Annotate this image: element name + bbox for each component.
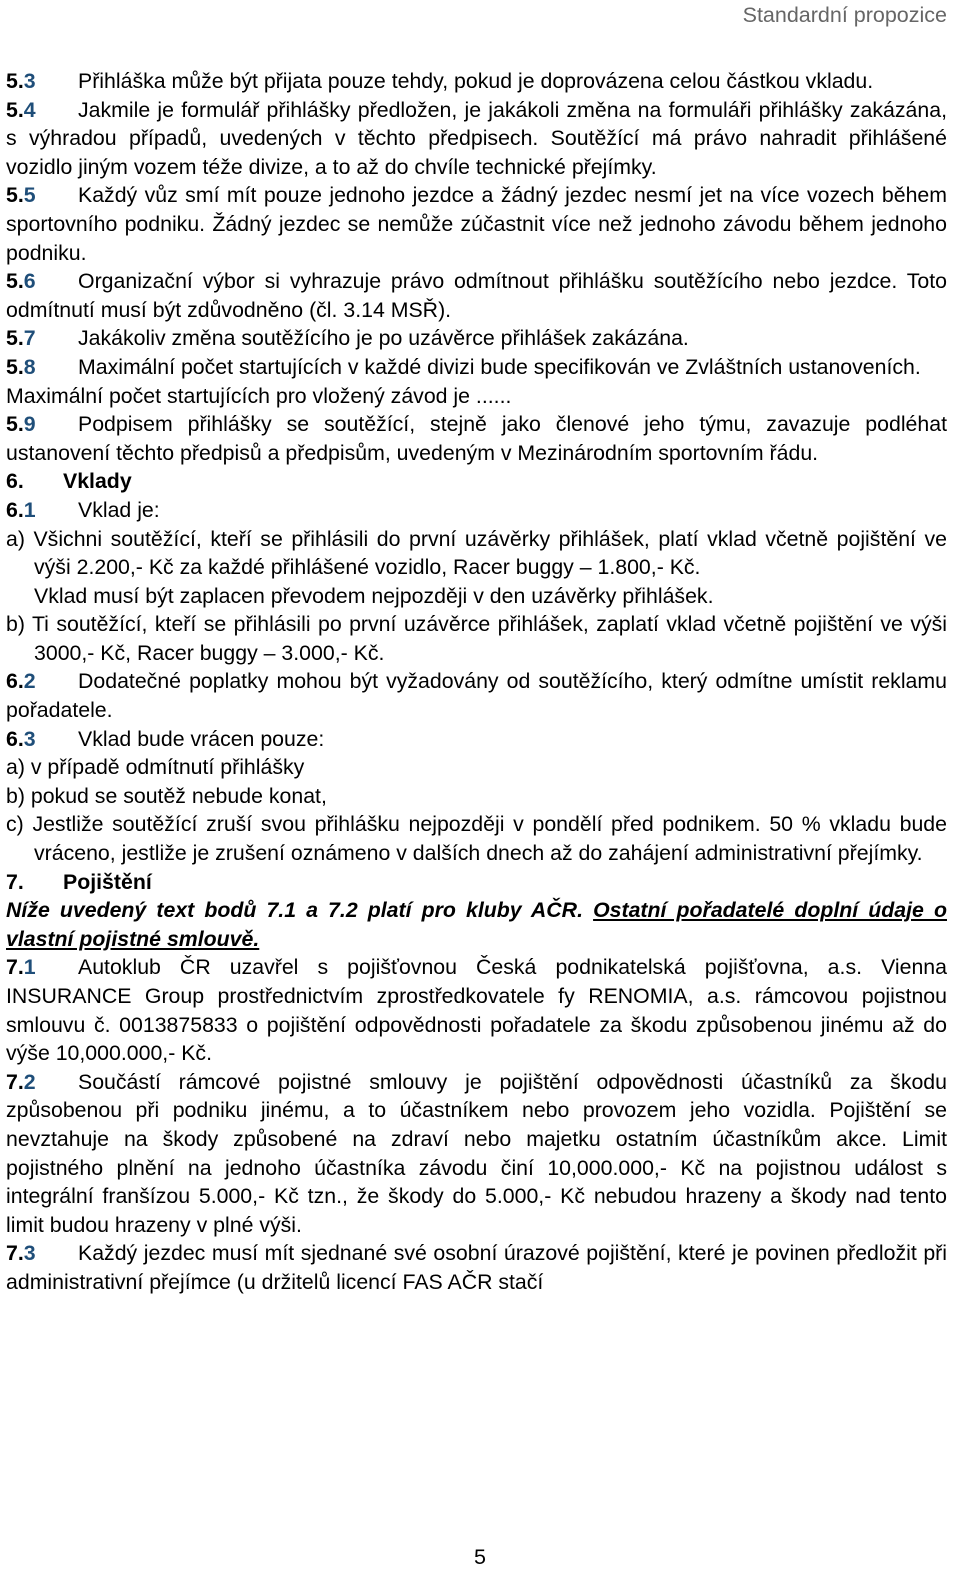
heading-6 xyxy=(6,467,947,496)
section-text: Dodatečné poplatky mohou být vyžadovány od soutěžícího, který odmítne umístit reklamu pořadatele. xyxy=(6,669,947,723)
section-number: 7.1 xyxy=(6,955,36,980)
section-text: Organizační výbor si vyhrazuje právo odmítnout přihlášku soutěžícího nebo jezdce. Toto odmítnutí musí být zdůvodněno (čl. 3.14 MSŘ). xyxy=(6,269,947,322)
note-7: Níže uvedený text bodů 7.1 a 7.2 platí pro kluby AČR. Ostatní pořadatelé doplní údaje o vlastní pojistné smlouvě. xyxy=(6,898,947,951)
section-5-3 xyxy=(6,67,947,96)
section-number: 7.2 xyxy=(6,1069,36,1094)
section-text: Vklad je: xyxy=(78,497,160,522)
section-text: Vklad bude vrácen pouze: xyxy=(78,726,325,751)
section-number: 5.7 xyxy=(6,326,36,351)
section-5-5 xyxy=(6,181,947,267)
page-header-title: Standardní propozice xyxy=(742,3,947,27)
heading-title: Pojištění xyxy=(63,869,152,894)
heading-7 xyxy=(6,868,947,897)
heading-number: 6. xyxy=(6,469,24,494)
section-number: 5.9 xyxy=(6,412,36,437)
page-number: 5 xyxy=(474,1545,486,1569)
heading-title: Vklady xyxy=(63,469,132,494)
document-body xyxy=(6,67,947,1297)
section-number: 6.2 xyxy=(6,669,36,694)
section-6-3-c: c) Jestliže soutěžící zruší svou přihlášku nejpozději v pondělí před podnikem. 50 % vkladu bude vráceno, jestliže je zrušení oznámeno v dalších dnech až do zahájení administrativní přejímky. xyxy=(6,812,947,866)
section-number: 7.3 xyxy=(6,1241,36,1266)
section-6-1-a-note: Vklad musí být zaplacen převodem nejpozději v den uzávěrky přihlášek. xyxy=(34,583,714,608)
section-number: 5.3 xyxy=(6,69,36,93)
section-number: 5.6 xyxy=(6,269,36,294)
section-text: Přihláška může být přijata pouze tehdy, pokud je doprovázena celou částkou vkladu. xyxy=(78,69,874,93)
section-text: Jakmile je formulář přihlášky předložen, je jakákoli změna na formuláři přihlášky zakázána, s výhradou případů, uvedených v těchto předpisech. Soutěžící má právo nahradit přihlášené vozidlo jiným vozem téže divize, a to až do chvíle technické přejímky. xyxy=(6,97,947,179)
section-5-6 xyxy=(6,267,947,324)
section-6-1-b: b) Ti soutěžící, kteří se přihlásili po první uzávěrce přihlášek, zaplatí vklad včetně pojištění ve výši 3000,- Kč, Racer buggy – 3.000,- Kč. xyxy=(6,612,947,665)
section-6-1-a: a) Všichni soutěžící, kteří se přihlásili do první uzávěrky přihlášek, platí vklad včetně pojištění ve výši 2.200,- Kč za každé přihlášené vozidlo, Racer buggy – 1.800,- Kč. xyxy=(6,526,947,580)
section-number: 6.3 xyxy=(6,726,36,751)
section-text: Jakákoliv změna soutěžícího je po uzávěrce přihlášek zakázána. xyxy=(78,326,689,351)
section-5-8-extra: Maximální počet startujících pro vložený závod je ...... xyxy=(6,383,512,408)
section-text: Maximální počet startujících v každé divizi bude specifikován ve Zvláštních ustanoveních. xyxy=(78,354,921,379)
section-7-3 xyxy=(6,1239,947,1296)
section-7-2 xyxy=(6,1068,947,1240)
section-5-4 xyxy=(6,96,947,182)
section-6-3 xyxy=(6,725,947,754)
section-5-7 xyxy=(6,324,947,353)
section-7-1 xyxy=(6,953,947,1067)
section-6-1 xyxy=(6,496,947,525)
section-text: Každý vůz smí mít pouze jednoho jezdce a žádný jezdec nesmí jet na více vozech během sportovního podniku. Žádný jezdec se nemůže zúčastnit více než jednoho závodu během jednoho podniku. xyxy=(6,183,947,265)
section-number: 6.1 xyxy=(6,497,36,522)
section-6-3-a: a) v případě odmítnutí přihlášky xyxy=(6,755,305,780)
section-text: Součástí rámcové pojistné smlouvy je pojištění odpovědnosti účastníků za škodu způsobenou při podniku jinému, a to účastníkem nebo provozem jeho vozidla. Pojištění se nevztahuje na škody způsobené na zdraví nebo majetku ostatním účastníkům akce. Limit pojistného plnění na jednoho účastníka závodu činí 10,000.000,- Kč na pojistnou událost s integrální franšízou 5.000,- Kč tzn., že škody do 5.000,- Kč nebudou hrazeny a škody nad tento limit budou hrazeny v plné výši. xyxy=(6,1069,947,1237)
section-5-8 xyxy=(6,353,947,382)
section-number: 5.4 xyxy=(6,97,36,122)
section-number: 5.8 xyxy=(6,354,36,379)
section-text: Autoklub ČR uzavřel s pojišťovnou Česká podnikatelská pojišťovna, a.s. Vienna INSURANCE Group prostřednictvím zprostředkovatele fy RENOMIA, a.s. rámcovou pojistnou smlouvu č. 0013875833 o pojištění odpovědnosti pořadatele za škodu způsobenou jinému až do výše 10,000.000,- Kč. xyxy=(6,955,947,1066)
section-6-2 xyxy=(6,667,947,724)
section-5-9 xyxy=(6,410,947,467)
section-text: Podpisem přihlášky se soutěžící, stejně jako členové jeho týmu, zavazuje podléhat ustanovení těchto předpisů a předpisům, uvedeným v Mezinárodním sportovním řádu. xyxy=(6,412,947,465)
heading-number: 7. xyxy=(6,869,24,894)
section-text: Každý jezdec musí mít sjednané své osobní úrazové pojištění, které je povinen předložit při administrativní přejímce (u držitelů licencí FAS AČR stačí xyxy=(6,1241,947,1294)
section-number: 5.5 xyxy=(6,183,36,208)
section-6-3-b: b) pokud se soutěž nebude konat, xyxy=(6,783,327,808)
